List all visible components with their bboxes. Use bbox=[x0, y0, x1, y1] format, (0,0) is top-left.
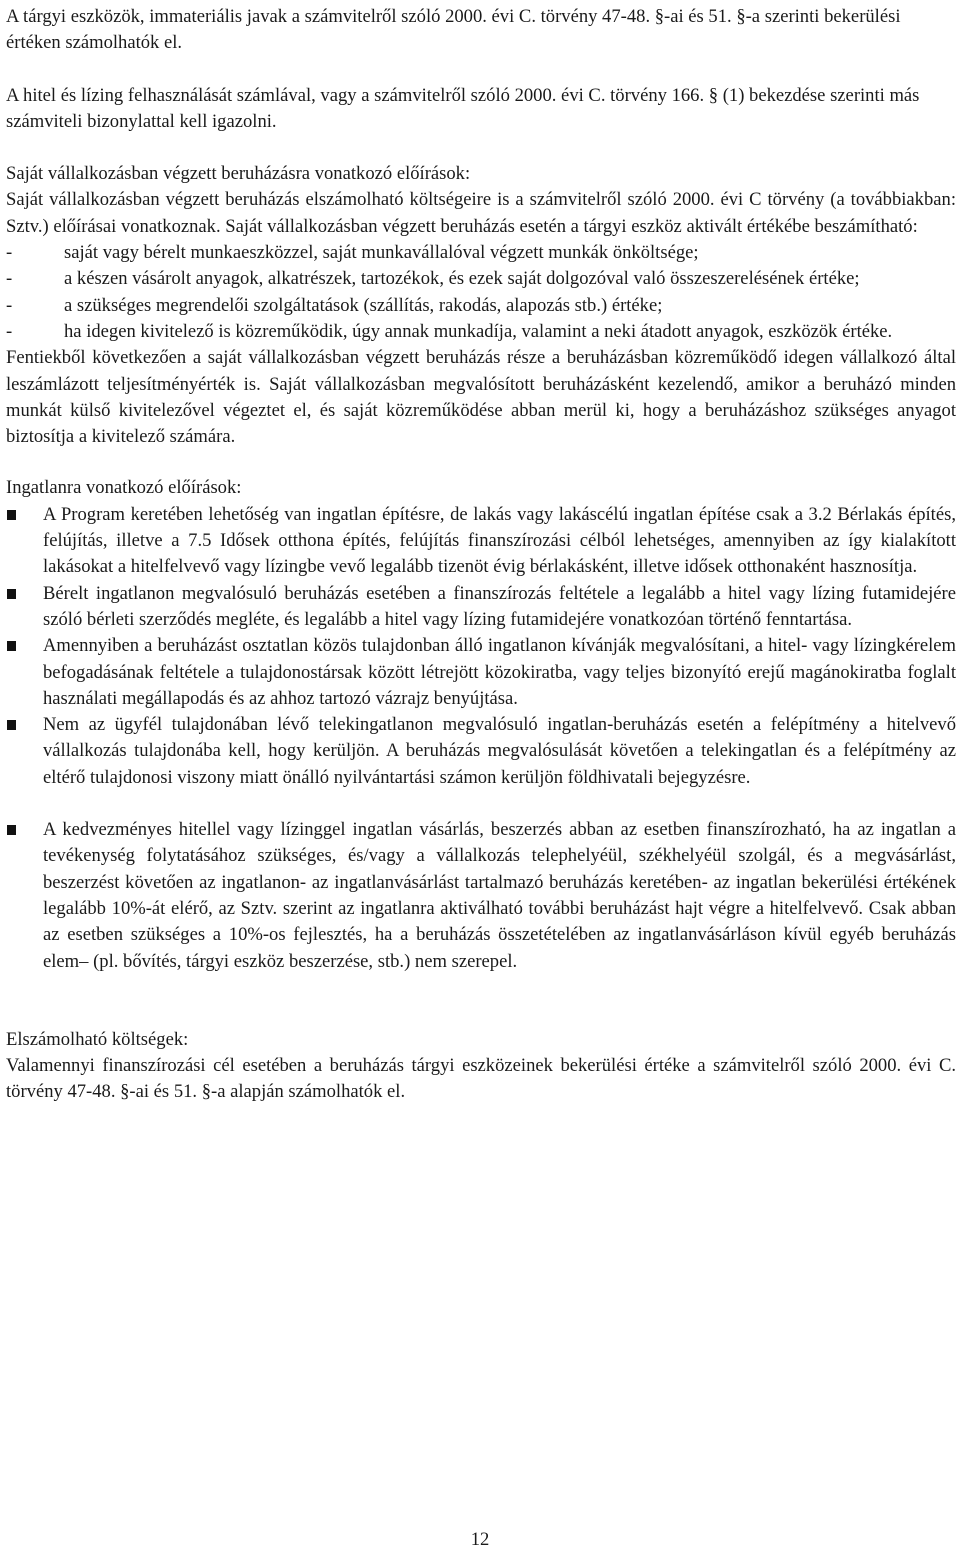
eligible-costs-heading: Elszámolható költségek: bbox=[6, 1028, 189, 1050]
bullet-text: A kedvezményes hitellel vagy lízinggel ingatlan vásárlás, beszerzés abban az esetben finanszírozható, ha az ingatlan a tevékenység folytatásához szükséges, és/vagy a vállalkozás telephelyéül, székhelyéül szolgál, és a megvásárlást, beszerzést követően az ingatlanon- az ingatlanvásárlást tartalmazó beruházás keretében- az ingatlan bekerülési értékének legalább 10%-át elérő, az Sztv. szerint az ingatlanra aktiválható további beruházást hajt végre a hitelfelvevő. Csak abban az esetben szükséges a 10%-os fejlesztés, ha a beruházás összetételében az ingatlanvásárláson kívül egyéb beruházás elem– (pl. bővítés, tárgyi eszköz beszerzése, stb.) nem szerepel. bbox=[43, 819, 956, 972]
real-estate-heading: Ingatlanra vonatkozó előírások: bbox=[6, 477, 242, 499]
intro-paragraph-1: A tárgyi eszközök, immateriális javak a számvitelről szóló 2000. évi C. törvény 47-48. §-ai és 51. §-a szerinti bekerülési értéken számolhatók el. bbox=[6, 6, 901, 54]
bullet-item bbox=[6, 581, 956, 634]
dash-item-text: a szükséges megrendelői szolgáltatások (szállítás, rakodás, alapozás stb.) értéke; bbox=[64, 294, 663, 316]
dash-list-item bbox=[6, 293, 956, 319]
square-bullet-icon bbox=[6, 581, 43, 634]
bullet-text: A Program keretében lehetőség van ingatlan építésre, de lakás vagy lakáscélú ingatlan építése csak a 3.2 Bérlakás építés, felújítás, illetve a 7.5 Idősek otthona építés, felújítás finanszírozási célból lehetséges, amennyiben az így kialakított lakásokat a hitelfelvevő vagy lízingbe vevő legalább tizenöt évig bérlakásként, illetve idősek otthonaként hasznosítja. bbox=[43, 503, 956, 578]
bullet-item bbox=[6, 712, 956, 791]
square-bullet-icon bbox=[6, 633, 43, 712]
own-investment-section bbox=[6, 161, 956, 450]
bullet-text: Nem az ügyfél tulajdonában lévő telekingatlanon megvalósuló ingatlan-beruházás esetén a felépítmény a hitelvevő vállalkozás tulajdonába kell, hogy kerüljön. A beruházás megvalósulását követően a telekingatlan és a felépítmény az eltérő tulajdonosi viszony miatt önálló nyilvántartási számon kerüljön földhivatali bejegyzésre. bbox=[43, 714, 956, 788]
real-estate-bullet-list bbox=[6, 502, 956, 975]
dash-marker: - bbox=[6, 242, 13, 264]
bullet-item bbox=[6, 817, 956, 975]
dash-list-item bbox=[6, 266, 956, 292]
bullet-text: Amennyiben a beruházást osztatlan közös tulajdonban álló ingatlanon kívánják megvalósítani, a hitel- vagy lízingkérelem befogadásának feltétele a tulajdonostársak között létrejött közokiratba, vagy teljes bizonyító erejű magánokiratba foglalt használati megállapodás és az ahhoz tartozó vázrajz benyújtása. bbox=[43, 635, 956, 709]
own-investment-closing: Fentiekből következően a saját vállalkozásban végzett beruházás része a beruházásban közreműködő idegen vállalkozó által leszámlázott teljesítményérték is. Saját vállalkozásban megvalósított beruházásként kezelendő, amikor a beruházó minden munkát külső kivitelezővel végeztet el, és saját közreműködése abban merül ki, hogy a beruházáshoz szükséges anyagot biztosítja a kivitelező számára. bbox=[6, 347, 956, 448]
dash-list-item bbox=[6, 319, 956, 345]
square-bullet-icon bbox=[6, 817, 43, 975]
dash-list-item bbox=[6, 240, 956, 266]
document-page bbox=[6, 4, 956, 1106]
dash-item-text: a készen vásárolt anyagok, alkatrészek, tartozékok, és ezek saját dolgozóval való összeszerelésének értéke; bbox=[64, 268, 860, 290]
eligible-costs-text: Valamennyi finanszírozási cél esetében a beruházás tárgyi eszközeinek bekerülési értéke a számvitelről szóló 2000. évi C. törvény 47-48. §-ai és 51. §-a alapján számolhatók el. bbox=[6, 1055, 956, 1103]
dash-marker: - bbox=[6, 294, 13, 316]
dash-item-text: saját vagy bérelt munkaeszközzel, saját munkavállalóval végzett munkák önköltsége; bbox=[64, 242, 699, 264]
real-estate-section bbox=[6, 475, 956, 974]
square-bullet-icon bbox=[6, 712, 43, 791]
square-bullet-icon bbox=[6, 502, 43, 581]
dash-marker: - bbox=[6, 268, 13, 290]
own-investment-heading: Saját vállalkozásban végzett beruházásra vonatkozó előírások: bbox=[6, 163, 471, 185]
bullet-text: Bérelt ingatlanon megvalósuló beruházás esetében a finanszírozás feltétele a legalább a hitel vagy lízing futamidejére szóló bérleti szerződés megléte, és legalább a hitel vagy lízing futamidejére vonatkozóan történő fenntartása. bbox=[43, 582, 956, 630]
bullet-item bbox=[6, 633, 956, 712]
eligible-costs-section bbox=[6, 1027, 956, 1106]
intro-paragraph-2: A hitel és lízing felhasználását számlával, vagy a számvitelről szóló 2000. évi C. törvény 166. § (1) bekezdése szerinti más számviteli bizonylattal kell igazolni. bbox=[6, 84, 920, 132]
dash-item-text: ha idegen kivitelező is közreműködik, úgy annak munkadíja, valamint a neki átadott anyagok, eszközök értéke. bbox=[64, 320, 893, 342]
page-number: 12 bbox=[470, 1529, 490, 1550]
bullet-item bbox=[6, 502, 956, 581]
own-investment-text: Saját vállalkozásban végzett beruházás elszámolható költségeire is a számvitelről szóló 2000. évi C törvény (a továbbiakban: Sztv.) előírásai vonatkoznak. Saját vállalkozásban végzett beruházás esetén a tárgyi eszköz aktivált értékébe beszámítható: bbox=[6, 189, 956, 237]
dash-marker: - bbox=[6, 320, 13, 342]
